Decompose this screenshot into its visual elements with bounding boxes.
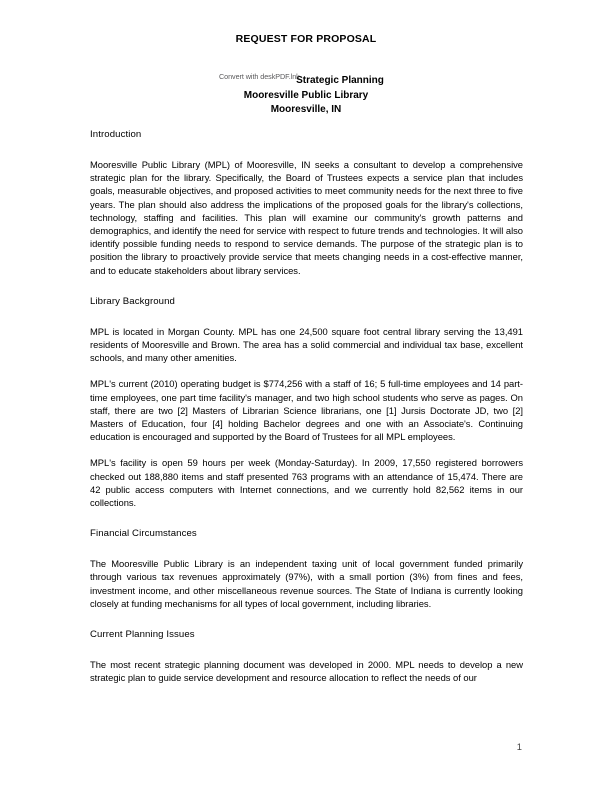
- paragraph-financial-circumstances-1: The Mooresville Public Library is an independent taxing unit of local government funded primarily through various tax revenues approximately (97%), with a small portion (3%) from fines and fees, investment income, and other miscellaneous revenue sources. The State of Indiana is currently looking closely at funding mechanisms for all types of local government, including libraries.: [90, 558, 523, 609]
- section-heading-library-background: Library Background: [90, 295, 175, 307]
- spacer: [90, 364, 523, 377]
- spacer: [90, 277, 523, 295]
- paragraph-library-background-2: MPL's current (2010) operating budget is $774,256 with a staff of 16; 5 full-time employees and 14 part-time employees, one part time facility's manager, and two high school students who serve as pages. On staff, there are two [2] Masters of Librarian Science librarians, one [1] Jursis Doctorate JD, two [2] Masters of Education, four [4] holding Bachelor degrees and one with an Associate's. Continuing education is encouraged and supported by the Board of Trustees for all MPL employees.: [90, 378, 523, 443]
- section-heading-current-planning-issues: Current Planning Issues: [90, 629, 195, 641]
- paragraph-current-planning-issues-1: The most recent strategic planning document was developed in 2000. MPL needs to develop a new strategic plan to guide service development and resource allocation to reflect the needs of our: [90, 659, 523, 684]
- paragraph-library-background-1: MPL is located in Morgan County. MPL has one 24,500 square foot central library serving the 13,491 residents of Mooresville and Brown. The area has a solid commercial and individual tax base, excellent schools, and many other amenities.: [90, 325, 523, 364]
- page-number: 1: [516, 741, 522, 752]
- spacer: [90, 509, 523, 527]
- section-heading-financial-circumstances: Financial Circumstances: [90, 528, 197, 540]
- paragraph-introduction-1: Mooresville Public Library (MPL) of Mooresville, IN seeks a consultant to develop a comprehensive strategic plan for the library. Specifically, the Board of Trustees expects a service plan that includes goals, measurable objectives, and proposed activities to meet community needs for the next three to five years. The plan should also address the implications of the proposed goals for the library's collections, technology, staffing and facilities. This plan will examine our community's growth patterns and demographics, and identify the need for service with respect to future trends and technologies. It will also identify possible funding needs to respond to service demands. The purpose of the strategic plan is to position the library to proactively provide service that meets changing needs in a cost-effective manner, and to educate stakeholders about library services.: [90, 159, 523, 276]
- header-subject-line: Strategic Planning: [296, 75, 384, 86]
- section-heading-introduction: Introduction: [90, 129, 142, 140]
- header-location-line: Mooresville, IN: [270, 104, 342, 115]
- spacer: [90, 141, 523, 158]
- document-title: REQUEST FOR PROPOSAL: [235, 33, 377, 45]
- header-organization-line: Mooresville Public Library: [243, 89, 369, 101]
- spacer: [90, 308, 523, 325]
- spacer: [90, 610, 523, 628]
- document-header: [0, 74, 612, 118]
- spacer: [90, 443, 523, 456]
- deskpdf-watermark: Convert with deskPDF.lnk: [219, 72, 300, 81]
- spacer: [90, 641, 523, 658]
- spacer: [90, 540, 523, 557]
- paragraph-library-background-3: MPL's facility is open 59 hours per week (Monday-Saturday). In 2009, 17,550 registered borrowers checked out 188,880 items and staff presented 763 programs with an attendance of 15,474. There are 42 public access computers with Internet connections, and we currently hold 82,562 items in our collections.: [90, 457, 523, 509]
- document-body: [90, 128, 523, 684]
